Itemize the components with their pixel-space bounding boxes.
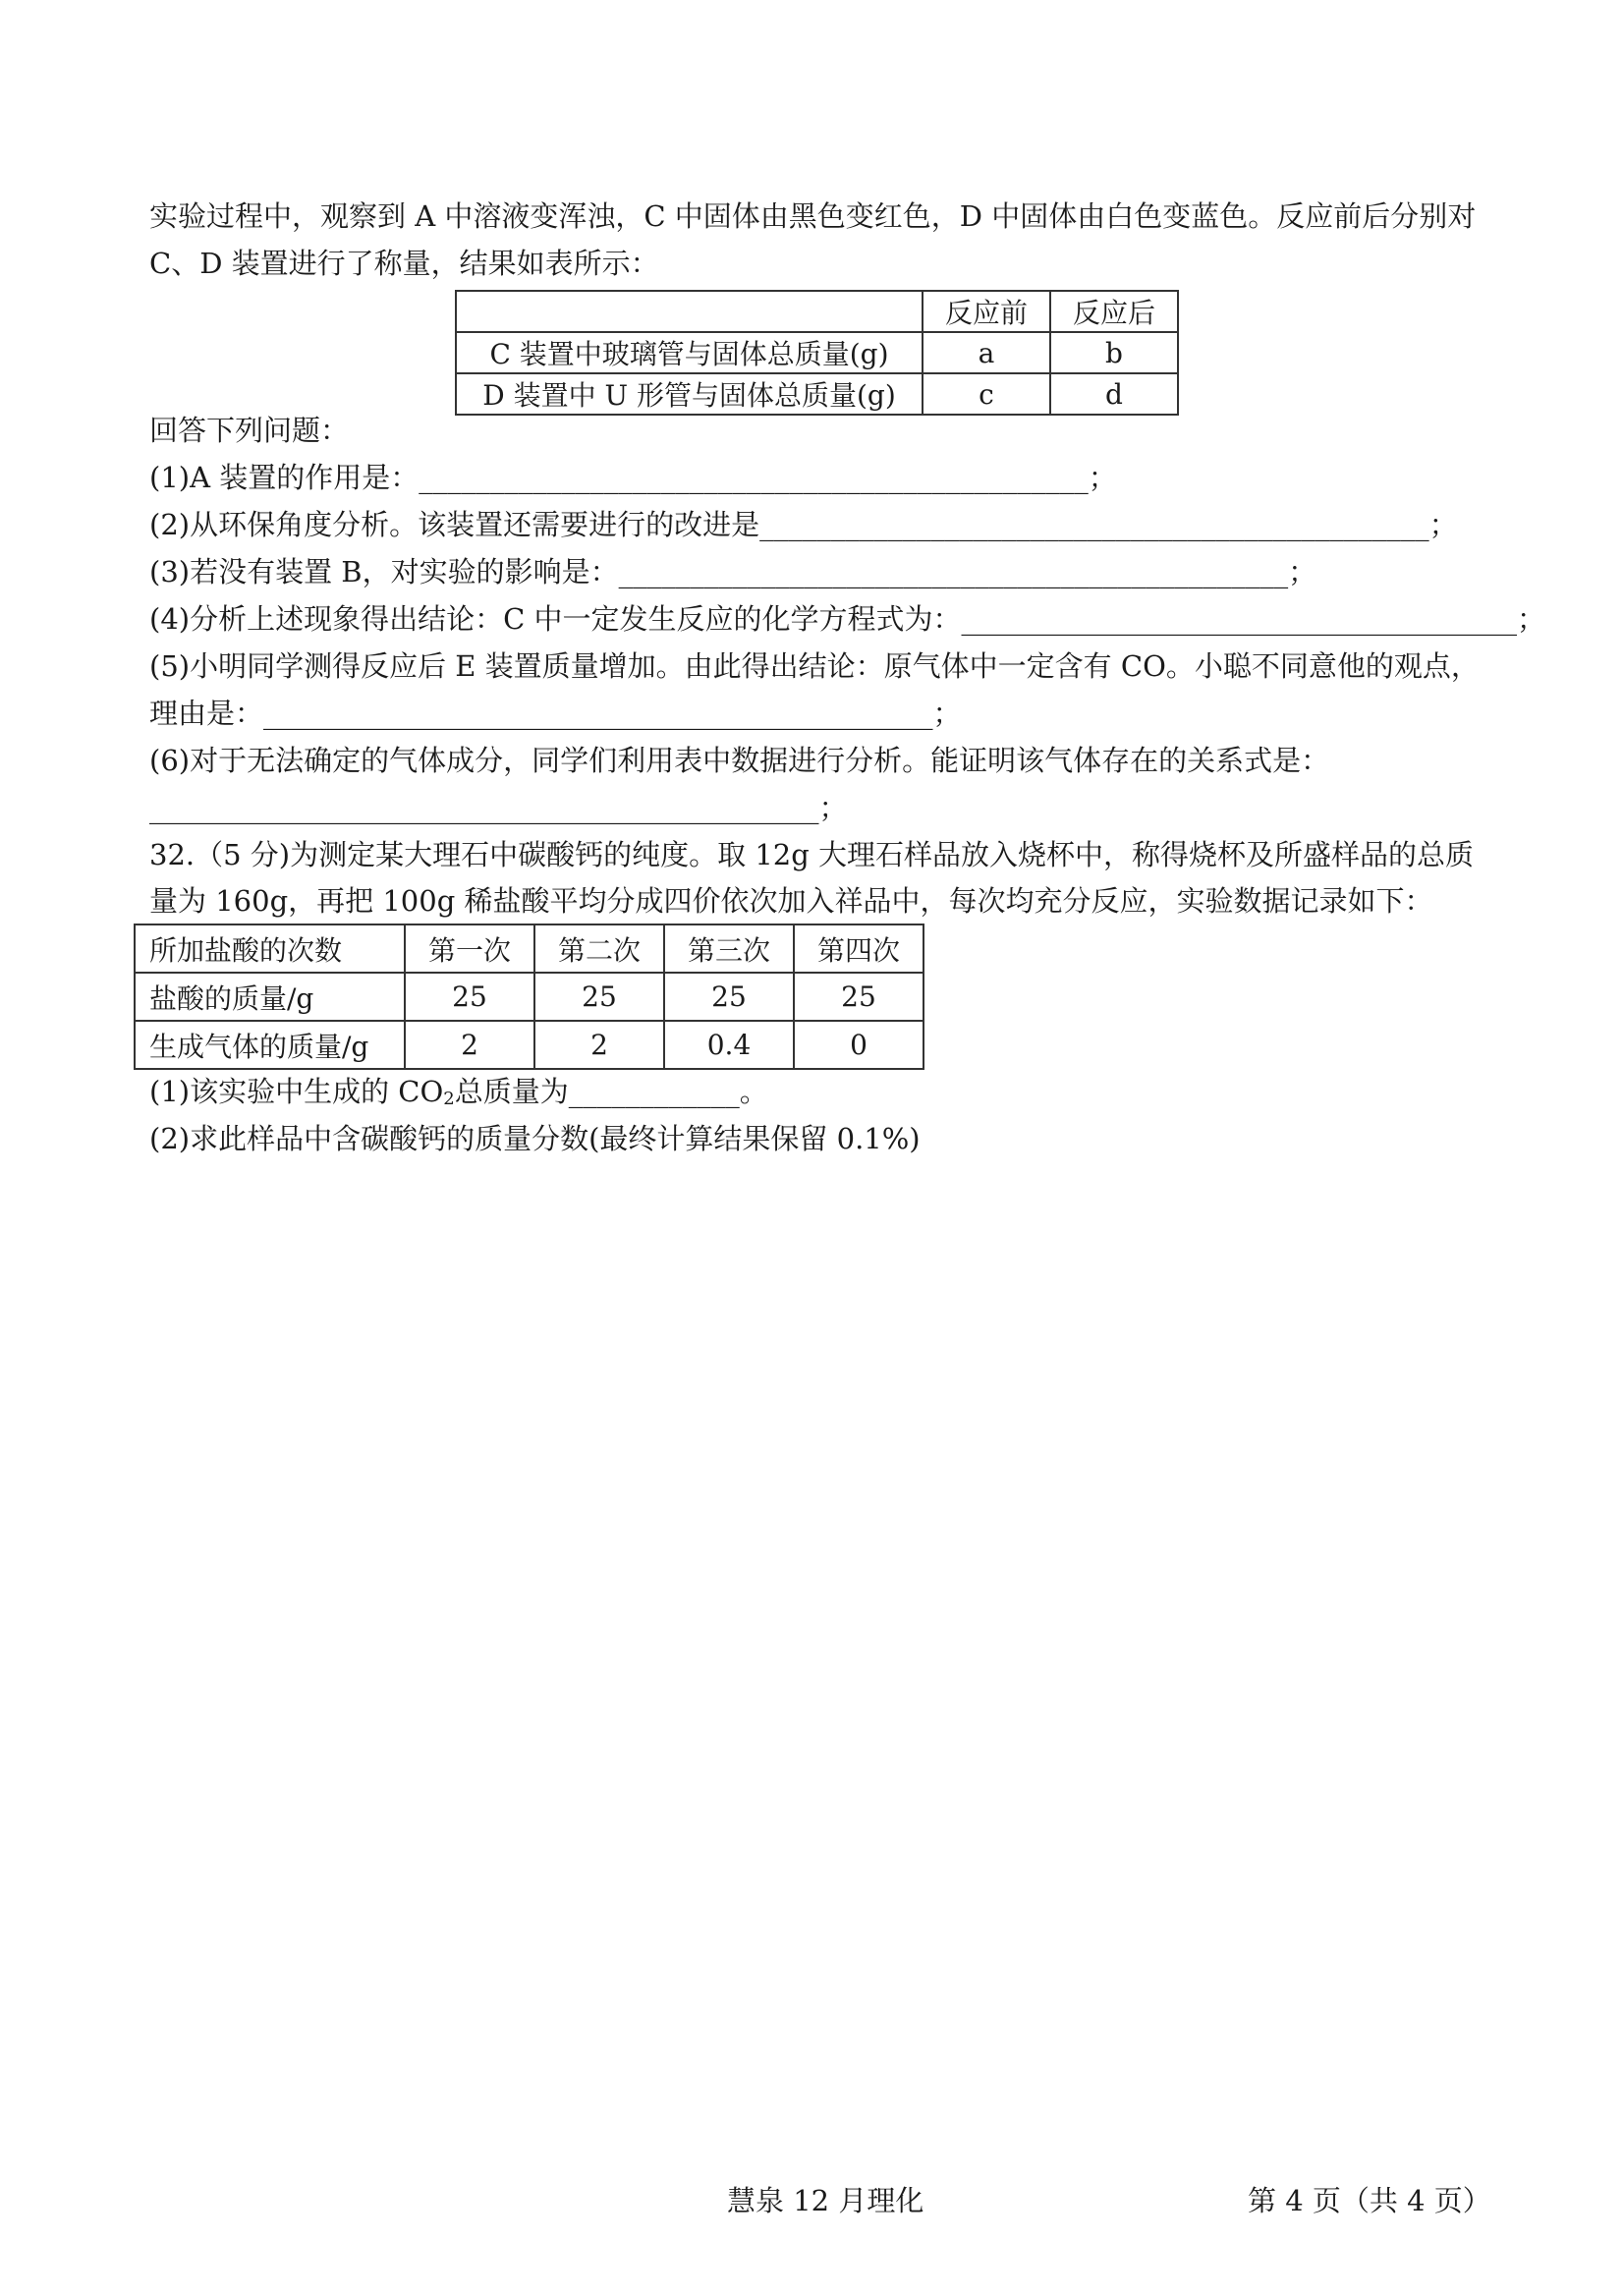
question-prompt: 回答下列问题： [149, 414, 350, 447]
table-cell: c [923, 373, 1050, 415]
table-cell: 25 [664, 973, 794, 1021]
q32-subquestion-2: (2)求此样品中含碳酸钙的质量分数(最终计算结果保留 0.1%) [149, 1122, 921, 1155]
table-cell: D 装置中 U 形管与固体总质量(g) [456, 373, 923, 415]
q32-subquestion-1 [149, 1074, 768, 1117]
table-header-cell: 第四次 [794, 924, 923, 973]
question-item: (3)若没有装置 B，对实验的影响是：_______________________________________________； [149, 555, 1317, 588]
table-header-cell: 第三次 [664, 924, 794, 973]
table-cell: C 装置中玻璃管与固体总质量(g) [456, 332, 923, 373]
question-item: (2)从环保角度分析。该装置还需要进行的改进是_______________________________________________； [149, 508, 1458, 541]
table-header-cell: 反应前 [923, 291, 1050, 332]
table-cell: 2 [534, 1021, 664, 1069]
intro-line-2: C、D 装置进行了称量，结果如表所示： [149, 247, 659, 280]
table-cell: 生成气体的质量/g [135, 1021, 405, 1069]
table-cell: a [923, 332, 1050, 373]
question-item: (4)分析上述现象得出结论：C 中一定发生反应的化学方程式为：_______________________________________； [149, 602, 1545, 636]
subquestion-text: 总质量为____________。 [454, 1075, 768, 1108]
table-cell: 25 [405, 973, 534, 1021]
table-row [135, 1021, 923, 1069]
question-item: (6)对于无法确定的气体成分，同学们利用表中数据进行分析。能证明该气体存在的关系式是： [149, 744, 1330, 777]
question-item: (5)小明同学测得反应后 E 装置质量增加。由此得出结论：原气体中一定含有 CO。小聪不同意他的观点， [149, 649, 1480, 683]
q32-line-2: 量为 160g，再把 100g 稀盐酸平均分成四价依次加入祥品中，每次均充分反应，实验数据记录如下： [149, 884, 1433, 918]
table-cell: b [1050, 332, 1178, 373]
table-cell: 0.4 [664, 1021, 794, 1069]
hcl-data-table [134, 924, 924, 1070]
table-row [456, 373, 1178, 415]
table-cell: 25 [534, 973, 664, 1021]
question-item: _______________________________________________； [149, 791, 848, 824]
table-cell: 0 [794, 1021, 923, 1069]
weighing-table [455, 290, 1179, 416]
table-cell: 盐酸的质量/g [135, 973, 405, 1021]
table-cell: 2 [405, 1021, 534, 1069]
table-row [135, 924, 923, 973]
page-number: 第 4 页（共 4 页） [1248, 2184, 1491, 2217]
table-header-cell: 第一次 [405, 924, 534, 973]
footer-title: 慧泉 12 月理化 [727, 2184, 924, 2217]
intro-line-1: 实验过程中，观察到 A 中溶液变浑浊，C 中固体由黑色变红色，D 中固体由白色变蓝色。反应前后分别对 [149, 199, 1477, 233]
table-cell: d [1050, 373, 1178, 415]
question-item: 理由是：_______________________________________________； [149, 697, 962, 730]
table-header-cell: 第二次 [534, 924, 664, 973]
subquestion-text: (1)该实验中生成的 CO [149, 1075, 444, 1108]
question-item: (1)A 装置的作用是：_______________________________________________； [149, 461, 1117, 494]
table-header-cell: 所加盐酸的次数 [135, 924, 405, 973]
q32-line-1: 32.（5 分)为测定某大理石中碳酸钙的纯度。取 12g 大理石样品放入烧杯中，称得烧杯及所盛样品的总质 [149, 838, 1475, 871]
table-row [456, 291, 1178, 332]
table-header-cell: 反应后 [1050, 291, 1178, 332]
subscript: 2 [443, 1089, 455, 1109]
table-cell [456, 291, 923, 332]
table-row [135, 973, 923, 1021]
table-row [456, 332, 1178, 373]
table-cell: 25 [794, 973, 923, 1021]
